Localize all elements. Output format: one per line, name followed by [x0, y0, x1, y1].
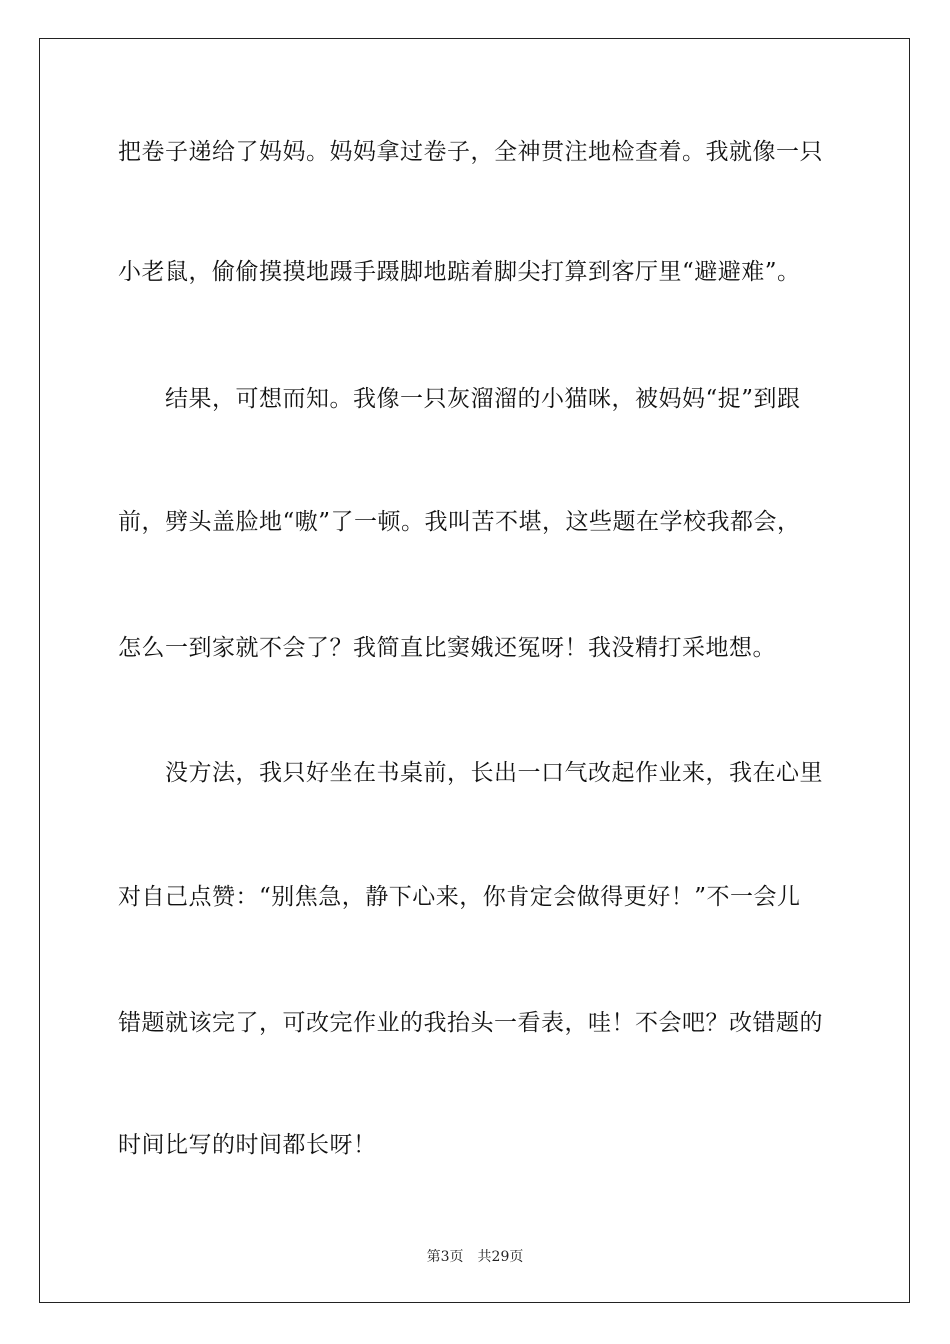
paragraph-line: 对自己点赞：“别焦急，静下心来，你肯定会做得更好！”不一会儿	[118, 884, 801, 910]
paragraph-line: 把卷子递给了妈妈。妈妈拿过卷子，全神贯注地检查着。我就像一只	[118, 139, 823, 165]
paragraph-line: 怎么一到家就不会了？我简直比窦娥还冤呀！我没精打采地想。	[118, 635, 776, 661]
paragraph-line: 错题就该完了，可改完作业的我抬头一看表，哇！不会吧？改错题的	[118, 1010, 823, 1036]
page-total: 共29页	[477, 1249, 524, 1265]
page-border	[39, 38, 910, 1303]
paragraph-line: 前，劈头盖脸地“嗷”了一顿。我叫苦不堪，这些题在学校我都会，	[118, 509, 801, 535]
paragraph-line: 小老鼠，偷偷摸摸地蹑手蹑脚地踮着脚尖打算到客厅里“避避难”。	[118, 259, 801, 285]
page-number: 第3页	[426, 1249, 464, 1265]
page-footer	[0, 1248, 950, 1266]
paragraph-line: 结果，可想而知。我像一只灰溜溜的小猫咪，被妈妈“捉”到跟	[165, 386, 801, 412]
paragraph-line: 没方法，我只好坐在书桌前，长出一口气改起作业来，我在心里	[165, 760, 823, 786]
paragraph-line: 时间比写的时间都长呀！	[118, 1132, 377, 1158]
